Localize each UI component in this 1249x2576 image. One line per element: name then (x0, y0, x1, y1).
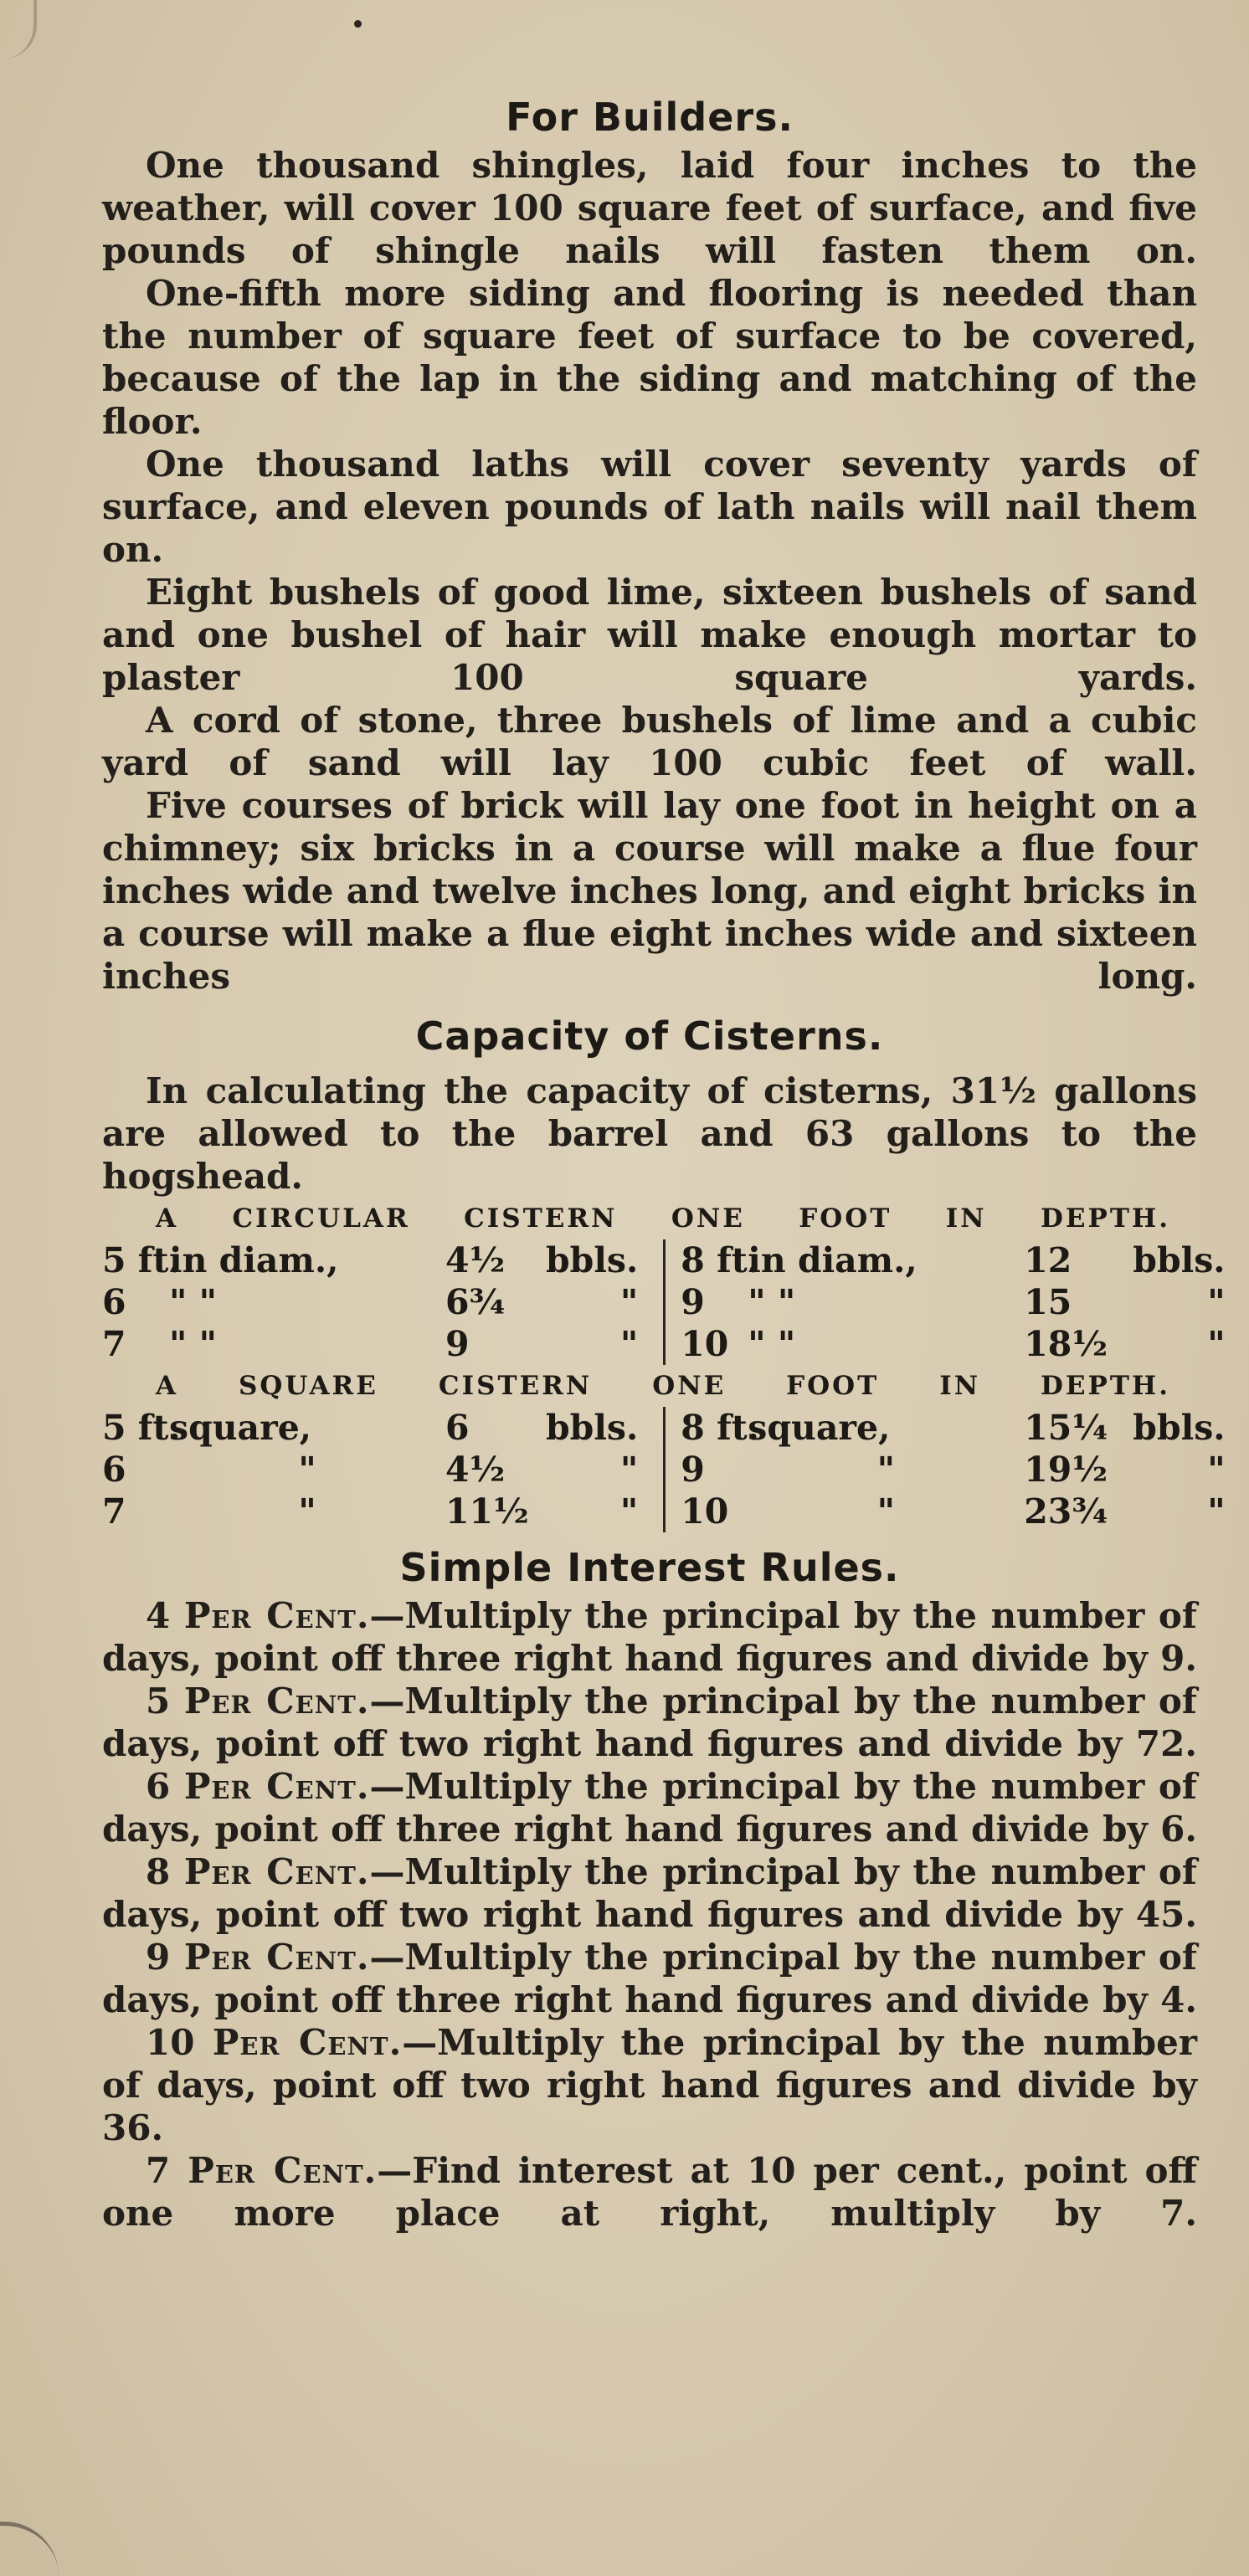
size-cell: 7 (102, 1491, 126, 1532)
size-cell: 10 (681, 1324, 729, 1364)
rule-text: —Multiply the principal by the number of days, point off two right hand figures and divide by 36. (102, 2022, 1198, 2148)
interest-rule (102, 2021, 1197, 2149)
label-cell: " " (748, 1324, 796, 1364)
rule-rate: 8 (146, 1851, 171, 1892)
size-cell: 9 (681, 1282, 705, 1322)
label-cell: " (876, 1491, 895, 1532)
value-cell: 12 (1024, 1240, 1072, 1280)
interest-title: Simple Interest Rules. (399, 1545, 900, 1590)
size-cell: 5 ft. (102, 1240, 181, 1280)
circular-cistern-caption: A CIRCULAR CISTERN ONE FOOT IN DEPTH. (156, 1203, 1170, 1234)
interest-section (102, 1541, 1197, 2235)
value-cell: 19½ (1024, 1450, 1108, 1490)
rule-label: Per Cent. (188, 2150, 378, 2191)
interest-rule (102, 1594, 1197, 1680)
unit-cell: " (1207, 1282, 1226, 1322)
interest-rule (102, 1765, 1197, 1850)
label-cell: square, (169, 1408, 312, 1448)
table-row (681, 1491, 1225, 1532)
rule-text: —Find interest at 10 per cent., point off one more place at right, multiply by 7. (102, 2150, 1197, 2234)
label-cell: " (876, 1450, 895, 1490)
rule-text: —Multiply the principal by the number of days, point off three right hand figures and divide by 9. (102, 1595, 1197, 1679)
value-cell: 11½ (445, 1491, 529, 1532)
size-cell: 8 ft. (681, 1240, 759, 1280)
rule-rate: 9 (146, 1937, 171, 1978)
table-row (102, 1281, 638, 1323)
builders-title: For Builders. (506, 95, 794, 140)
unit-cell: bbls. (546, 1240, 639, 1280)
rule-label: Per Cent. (183, 1937, 370, 1978)
interest-rule (102, 1850, 1197, 1936)
label-cell: in diam., (748, 1240, 917, 1280)
size-cell: 5 ft. (102, 1408, 181, 1448)
square-table-right-column (666, 1407, 1225, 1532)
value-cell: 4½ (445, 1240, 506, 1280)
unit-cell: bbls. (1133, 1240, 1226, 1280)
page-content (102, 90, 1226, 2235)
size-cell: 7 (102, 1324, 126, 1364)
interest-rule (102, 1936, 1197, 2021)
circular-cistern-table (102, 1239, 1226, 1365)
label-cell: " " (748, 1282, 796, 1322)
value-cell: 15 (1024, 1282, 1072, 1322)
unit-cell: " (619, 1324, 639, 1364)
unit-cell: " (619, 1450, 639, 1490)
square-table-left-column (102, 1407, 666, 1532)
cisterns-title: Capacity of Cisterns. (415, 1013, 884, 1059)
size-cell: 8 ft. (681, 1408, 759, 1448)
builders-paragraph: One-fifth more siding and flooring is needed than the number of square feet of surface to be covered, because of the lap in the siding and matching of the floor. (102, 273, 1197, 442)
unit-cell: " (619, 1491, 639, 1532)
circular-table-right-column (666, 1239, 1225, 1365)
size-cell: 9 (681, 1450, 705, 1490)
rule-label: Per Cent. (183, 1851, 370, 1892)
rule-label: Per Cent. (183, 1681, 370, 1722)
rule-rate: 6 (146, 1766, 171, 1807)
table-row (102, 1449, 638, 1491)
label-cell: " (298, 1491, 316, 1532)
value-cell: 6 (445, 1408, 470, 1448)
rule-text: —Multiply the principal by the number of days, point off two right hand figures and divide by 45. (102, 1851, 1197, 1935)
rule-text: —Multiply the principal by the number of days, point off three right hand figures and divide by 4. (102, 1937, 1197, 2020)
rule-rate: 7 (146, 2150, 171, 2191)
cisterns-intro: In calculating the capacity of cisterns, 31½ gallons are allowed to the barrel and 63 gallons to the hogshead. (102, 1070, 1197, 1197)
rule-rate: 5 (146, 1681, 171, 1722)
page-corner-bottom-left (0, 2522, 59, 2576)
rule-text: —Multiply the principal by the number of days, point off three right hand figures and divide by 6. (102, 1766, 1197, 1850)
unit-cell: " (619, 1282, 639, 1322)
table-row (681, 1407, 1225, 1449)
table-row (681, 1323, 1225, 1365)
interest-rule (102, 2149, 1197, 2235)
circular-table-left-column (102, 1239, 666, 1365)
label-cell: square, (748, 1408, 891, 1448)
table-row (102, 1491, 638, 1532)
unit-cell: " (1207, 1324, 1226, 1364)
table-row (681, 1281, 1225, 1323)
value-cell: 4½ (445, 1450, 506, 1490)
builders-paragraph: Five courses of brick will lay one foot in height on a chimney; six bricks in a course will make a flue four inches wide and twelve inches long, and eight bricks in a course will make a flue eight inches wide and sixteen inches long. (102, 785, 1197, 997)
label-cell: " " (169, 1324, 217, 1364)
builders-paragraph: One thousand laths will cover seventy yards of surface, and eleven pounds of lath nails will nail them on. (102, 444, 1197, 570)
value-cell: 18½ (1024, 1324, 1108, 1364)
size-cell: 6 (102, 1282, 126, 1322)
ink-speck (354, 20, 362, 28)
value-cell: 15¼ (1024, 1408, 1108, 1448)
cisterns-section (102, 1009, 1226, 1532)
builders-paragraph: One thousand shingles, laid four inches to the weather, will cover 100 square feet of surface, and five pounds of shingle nails will fasten them on. (102, 145, 1197, 271)
value-cell: 23¾ (1024, 1491, 1108, 1532)
label-cell: " " (169, 1282, 217, 1322)
rule-label: Per Cent. (183, 1766, 370, 1807)
table-row (102, 1407, 638, 1449)
label-cell: " (298, 1450, 316, 1490)
unit-cell: " (1207, 1491, 1226, 1532)
table-row (102, 1239, 638, 1281)
value-cell: 6¾ (445, 1282, 506, 1322)
value-cell: 9 (445, 1324, 470, 1364)
rule-label: Per Cent. (212, 2022, 403, 2063)
rule-label: Per Cent. (183, 1595, 370, 1636)
rule-rate: 10 (146, 2022, 195, 2063)
interest-rule (102, 1680, 1197, 1765)
unit-cell: bbls. (1133, 1408, 1226, 1448)
table-row (681, 1449, 1225, 1491)
page-corner-top-left (0, 0, 37, 59)
size-cell: 6 (102, 1450, 126, 1490)
rule-rate: 4 (146, 1595, 171, 1636)
square-cistern-table (102, 1407, 1226, 1532)
builders-paragraph: Eight bushels of good lime, sixteen bushels of sand and one bushel of hair will make enough mortar to plaster 100 square yards. (102, 572, 1197, 698)
table-row (681, 1239, 1225, 1281)
unit-cell: " (1207, 1450, 1226, 1490)
square-cistern-caption: A SQUARE CISTERN ONE FOOT IN DEPTH. (156, 1371, 1170, 1401)
label-cell: in diam., (169, 1240, 339, 1280)
rule-text: —Multiply the principal by the number of days, point off two right hand figures and divide by 72. (102, 1681, 1197, 1764)
builders-paragraph: A cord of stone, three bushels of lime and a cubic yard of sand will lay 100 cubic feet of wall. (102, 700, 1197, 783)
unit-cell: bbls. (546, 1408, 639, 1448)
size-cell: 10 (681, 1491, 729, 1532)
table-row (102, 1323, 638, 1365)
builders-section (102, 90, 1197, 998)
